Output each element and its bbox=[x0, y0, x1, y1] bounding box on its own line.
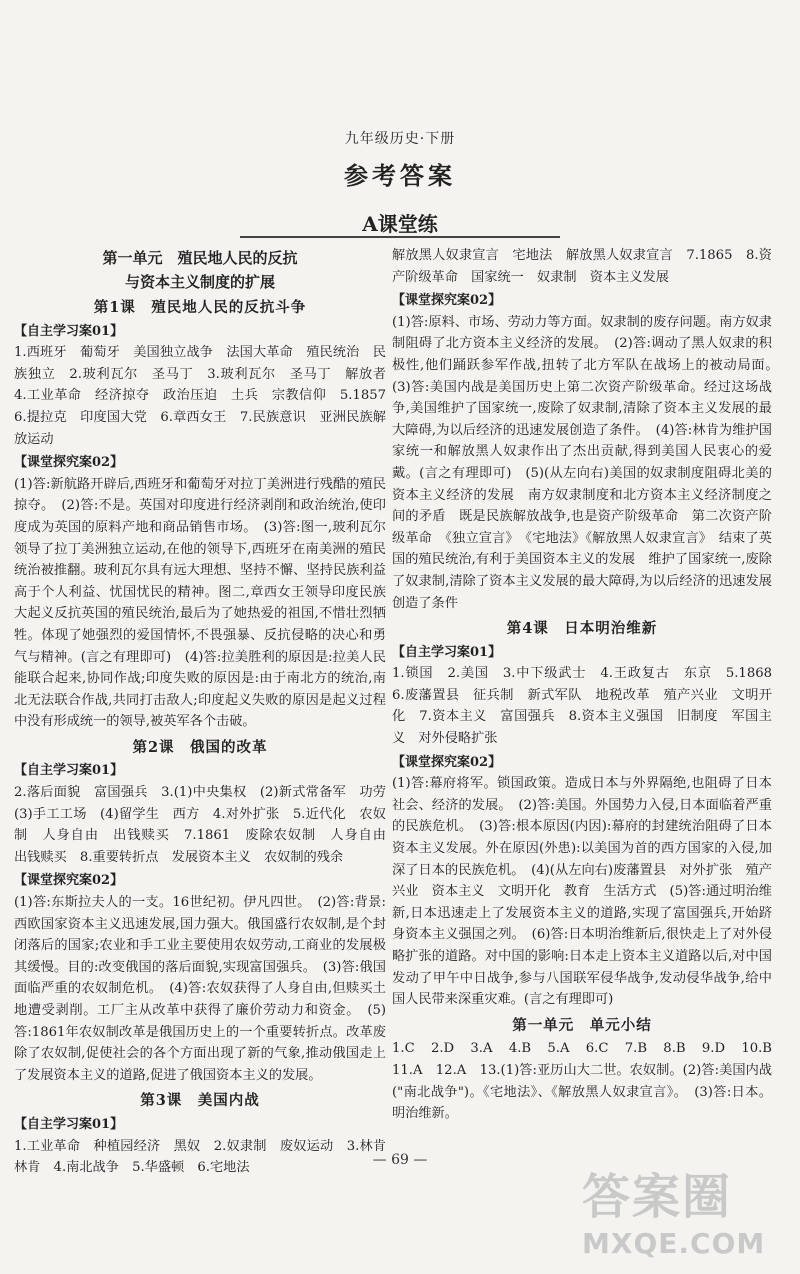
unit-summary-title: 第一单元 单元小结 bbox=[512, 1016, 652, 1034]
unit-summary-answers: 1.C 2.D 3.A 4.B 5.A 6.C 7.B 8.B 9.D 10.B 11.A 12.A 13.(1)答:亚历山大二世。农奴制。(2)答:美国内战("南北战争")。《宅地法》、《解放黑人奴隶宣言》。 (3)答:日本。明治维新。 bbox=[392, 1041, 786, 1122]
lesson2-zizhu-answers: 2.落后面貌 富国强兵 3.(1)中央集权 (2)新式常备军 功劳 (3)手工工场 (4)留学生 西方 4.对外扩张 5.近代化 农奴制 人身自由 出钱赎买 7.1861 废除农奴制 人身自由 出钱赎买 8.重要转折点 发展资本主义 农奴制的残余 bbox=[14, 785, 400, 865]
lesson2-zizhu-label: 【自主学习案01】 bbox=[14, 763, 124, 779]
lesson2-title: 第2课 俄国的改革 bbox=[132, 738, 268, 756]
unit1-title-line2: 与资本主义制度的扩展 bbox=[124, 273, 275, 291]
lesson4-zizhu-label: 【自主学习案01】 bbox=[392, 644, 502, 660]
lesson3-zizhu-label: 【自主学习案01】 bbox=[14, 1116, 124, 1132]
lesson1-zizhu-label: 【自主学习案01】 bbox=[14, 323, 124, 339]
watermark-cn: 答案圈 bbox=[582, 1169, 733, 1225]
section-a-title: A课堂练 bbox=[362, 212, 438, 236]
section-divider bbox=[240, 236, 560, 238]
lesson4-zizhu-answers: 1.锁国 2.美国 3.中下级武士 4.王政复古 东京 5.1868 6.废藩置县 征兵制 新式军队 地税改革 殖产兴业 文明开化 7.资本主义 富国强兵 8.资本主义强国 旧制度 军国主义 对外侵略扩张 bbox=[392, 666, 786, 747]
lesson3-title: 第3课 美国内战 bbox=[140, 1092, 260, 1110]
subject-header: 九年级历史·下册 bbox=[344, 131, 456, 147]
lesson3-ketang-label: 【课堂探究案02】 bbox=[392, 293, 502, 309]
lesson3-zizhu-answers: 1.工业革命 种植园经济 黑奴 2.奴隶制 废奴运动 3.林肯 林肯 4.南北战争 5.华盛顿 6.宅地法 bbox=[14, 1138, 400, 1176]
lesson3-zizhu-answers-cont: 解放黑人奴隶宣言 宅地法 解放黑人奴隶宣言 7.1865 8.资产阶级革命 国家统一 奴隶制 资本主义发展 bbox=[392, 248, 772, 285]
lesson1-zizhu-answers: 1.西班牙 葡萄牙 美国独立战争 法国大革命 殖民统治 民族独立 2.玻利瓦尔 圣马丁 3.玻利瓦尔 圣马丁 解放者 4.工业革命 经济掠夺 政治压迫 土兵 宗教信仰 5.1857 6.提拉克 印度国大党 6.章西女王 7.民族意识 亚洲民族解放运动 bbox=[14, 345, 400, 447]
right-column bbox=[392, 245, 786, 1127]
watermark-logo bbox=[582, 1158, 782, 1260]
watermark-en: MXQE.COM bbox=[582, 1227, 766, 1260]
page-title: 参考答案 bbox=[344, 161, 456, 190]
lesson4-ketang-label: 【课堂探究案02】 bbox=[392, 754, 502, 770]
lesson2-ketang-answers: (1)答:东斯拉夫人的一支。16世纪初。伊凡四世。 (2)答:背景:西欧国家资本主义迅速发展,国力强大。俄国盛行农奴制,是个封闭落后的国家;农业和手工业主要使用农奴劳动,工商业的发展极其缓慢。目的:改变俄国的落后面貌,实现富国强兵。 (3)答:俄国面临严重的农奴制危机。 (4)答:农奴获得了人身自由,但赎买土地遭受剥削。工厂主从改革中获得了廉价劳动力和资金。 (5)答:1861年农奴制改革是俄国历史上的一个重要转折点。改革废除了农奴制,促使社会的各个方面出现了新的气象,推动俄国走上了发展资本主义的道路,促进了俄国资本主义的发展。 bbox=[14, 895, 386, 1083]
page-number: — 69 — bbox=[372, 1152, 428, 1168]
lesson1-ketang-label: 【课堂探究案02】 bbox=[14, 455, 124, 471]
lesson1-title: 第1课 殖民地人民的反抗斗争 bbox=[93, 299, 307, 316]
unit1-title-line1: 第一单元 殖民地人民的反抗 bbox=[102, 249, 298, 267]
lesson1-ketang-answers: (1)答:新航路开辟后,西班牙和葡萄牙对拉丁美洲进行残酷的殖民掠夺。 (2)答:不是。英国对印度进行经济剥削和政治统治,使印度成为英国的原料产地和商品销售市场。 (3)答:图一,玻利瓦尔领导了拉丁美洲独立运动,在他的领导下,西班牙在南美洲的殖民统治被推翻。玻利瓦尔具有远大理想、坚持不懈、坚持民族利益高于个人利益、忧国忧民的精神。图二,章西女王领导印度民族大起义反抗英国的殖民统治,最后为了她热爱的祖国,不惜壮烈牺牲。体现了她强烈的爱国情怀,不畏强暴、反抗侵略的决心和勇气与精神。(言之有理即可) (4)答:拉美胜利的原因是:拉美人民能联合起来,协同作战;印度失败的原因是:由于南北方的统治,南北无法联合作战,共同打击敌人;印度起义失败的原因是起义过程中没有形成统一的领导,被英军各个击破。 bbox=[14, 476, 386, 730]
lesson2-ketang-label: 【课堂探究案02】 bbox=[14, 873, 124, 889]
lesson4-title: 第4课 日本明治维新 bbox=[506, 620, 658, 638]
lesson3-ketang-answers: (1)答:原料、市场、劳动力等方面。奴隶制的废存问题。南方奴隶制阻碍了北方资本主义经济的发展。 (2)答:调动了黑人奴隶的积极性,他们踊跃参军作战,扭转了北方军队在战场上的被动局面。 (3)答:美国内战是美国历史上第二次资产阶级革命。经过这场战争,美国维护了国家统一,废除了奴隶制,清除了资本主义发展的最大障碍,为以后经济的迅速发展创造了条件。 (4)答:林肯为维护国家统一和解放黑人奴隶作出了杰出贡献,得到美国人民衷心的爱戴。(言之有理即可) (5)(从左向右)美国的奴隶制度阻碍北美的资本主义经济的发展 南方奴隶制度和北方资本主义经济制度之间的矛盾 既是民族解放战争,也是资产阶级革命 第二次资产阶级革命 《独立宣言》 《宅地法》《解放黑人奴隶宣言》 结束了英国的殖民统治,有利于美国资本主义的发展 维护了国家统一,废除了奴隶制,清除了资本主义发展的最大障碍,为以后经济的迅速发展创造了条件 bbox=[392, 314, 786, 611]
lesson4-ketang-answers: (1)答:幕府将军。锁国政策。造成日本与外界隔绝,也阻碍了日本社会、经济的发展。 (2)答:美国。外国势力入侵,日本面临着严重的民族危机。 (3)答:根本原因(内因):幕府的封建统治阻碍了日本资本主义发展。外在原因(外患):以美国为首的西方国家的入侵,加深了日本的民族危机。 (4)(从左向右)废藩置县 对外扩张 殖产兴业 资本主义 文明开化 教育 生活方式 (5)答:通过明治维新,日本迅速走上了发展资本主义的道路,实现了富国强兵,开始跻身资本主义强国之列。 (6)答:日本明治维新后,很快走上了对外侵略扩张的道路。对中国的影响:日本走上资本主义道路以后,对中国发动了甲午中日战争,参与八国联军侵华战争,发动侵华战争,给中国人民带来深重灾难。(言之有理即可) bbox=[392, 776, 772, 1008]
